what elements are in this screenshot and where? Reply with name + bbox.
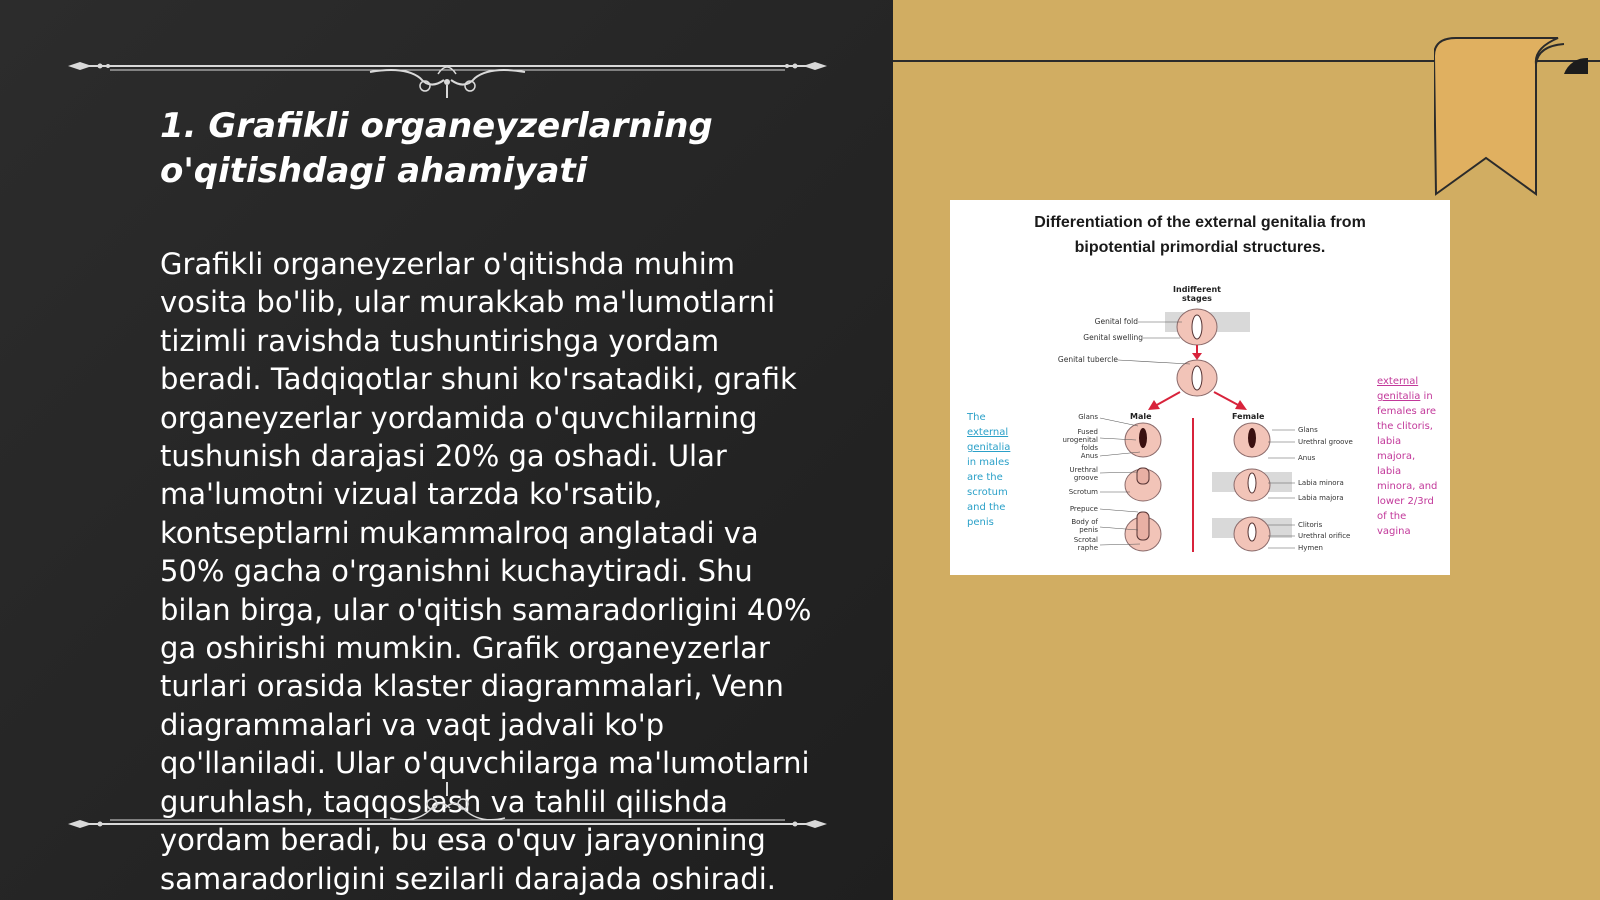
label-clitoris: Clitoris	[1298, 521, 1323, 529]
label-labia-minora: Labia minora	[1298, 479, 1344, 487]
body-line: qo'llaniladi. Ular o'quvchilarga ma'lumotlarni	[160, 746, 810, 781]
label-fused-urogenital-folds: Fused urogenital folds	[1062, 428, 1098, 452]
label-scrotal-raphe: Scrotal raphe	[1073, 536, 1098, 552]
label-genital-swelling: Genital swelling	[1083, 333, 1143, 342]
label-genital-tubercle: Genital tubercle	[1057, 355, 1118, 364]
body-line: diagrammalari va vaqt jadvali ko'p	[160, 707, 665, 742]
body-line: kontseptlarni mukammalroq anglatadi va	[160, 515, 759, 550]
label-female-anus: Anus	[1298, 454, 1316, 462]
label-male-urethral-groove: Urethral groove	[1069, 466, 1098, 482]
male-note: The external genitalia in males are the scrotum and the penis	[967, 412, 1011, 528]
label-labia-majora: Labia majora	[1298, 494, 1344, 502]
genitalia-differentiation-figure	[950, 200, 1450, 575]
body-line: tushunish darajasi 20% ga oshadi. Ular	[160, 439, 727, 474]
female-note-link[interactable]: external genitalia	[1377, 376, 1421, 402]
label-urethral-orifice: Urethral orifice	[1298, 532, 1351, 540]
label-scrotum: Scrotum	[1068, 488, 1098, 496]
body-line: turlari orasida klaster diagrammalari, Venn	[160, 669, 784, 704]
slide-title-line-1: 1. Grafikli organeyzerlarning	[160, 106, 713, 146]
body-line: organeyzerlar yordamida o'quvchilarning	[160, 400, 758, 435]
label-male-glans: Glans	[1078, 413, 1098, 421]
body-line: guruhlash, taqqoslash va tahlil qilishda	[160, 784, 728, 819]
body-line: yordam beradi, bu esa o'quv jarayonining	[160, 823, 766, 858]
label-genital-fold: Genital fold	[1094, 317, 1138, 326]
body-line: bilan birga, ular o'qitish samaradorligini 40%	[160, 592, 812, 627]
bookmark-ribbon-icon	[1434, 34, 1594, 199]
figure-title: Differentiation of the external genitalia from bipotential primordial structures.	[1034, 214, 1366, 256]
body-line: Grafikli organeyzerlar o'qitishda muhim	[160, 247, 736, 281]
female-label: Female	[1232, 412, 1265, 421]
body-line: vosita bo'lib, ular murakkab ma'lumotlarni	[160, 285, 776, 320]
label-prepuce: Prepuce	[1069, 505, 1098, 513]
body-line: samaradorligini sezilarli darajada oshiradi.	[160, 861, 776, 896]
label-hymen: Hymen	[1298, 544, 1323, 552]
ornament-divider-bottom	[60, 782, 835, 842]
ornament-divider-top	[60, 40, 835, 100]
body-line: ma'lumotni vizual tarzda ko'rsatib,	[160, 477, 663, 512]
label-female-glans: Glans	[1298, 426, 1318, 434]
stage-label: Indifferent stages	[1173, 285, 1221, 303]
label-male-anus: Anus	[1080, 452, 1098, 460]
slide-title-line-2: o'qitishdagi ahamiyati	[160, 151, 588, 191]
label-body-of-penis: Body of penis	[1071, 518, 1098, 534]
male-note-link[interactable]: external genitalia	[967, 427, 1011, 453]
label-female-urethral-groove: Urethral groove	[1298, 438, 1353, 446]
body-line: ga oshirishi mumkin. Grafik organeyzerlar	[160, 631, 770, 666]
slide-title	[160, 104, 860, 194]
body-line: tizimli ravishda tushuntirishga yordam	[160, 323, 720, 358]
female-note: external genitalia in females are the clitoris, labia majora, labia minora, and lower 2/3rd of the vagina	[1377, 376, 1438, 537]
body-line: 50% gacha o'rganishni kuchaytiradi. Shu	[160, 554, 753, 589]
male-label: Male	[1130, 412, 1152, 421]
body-line: beradi. Tadqiqotlar shuni ko'rsatadiki, grafik	[160, 362, 797, 397]
